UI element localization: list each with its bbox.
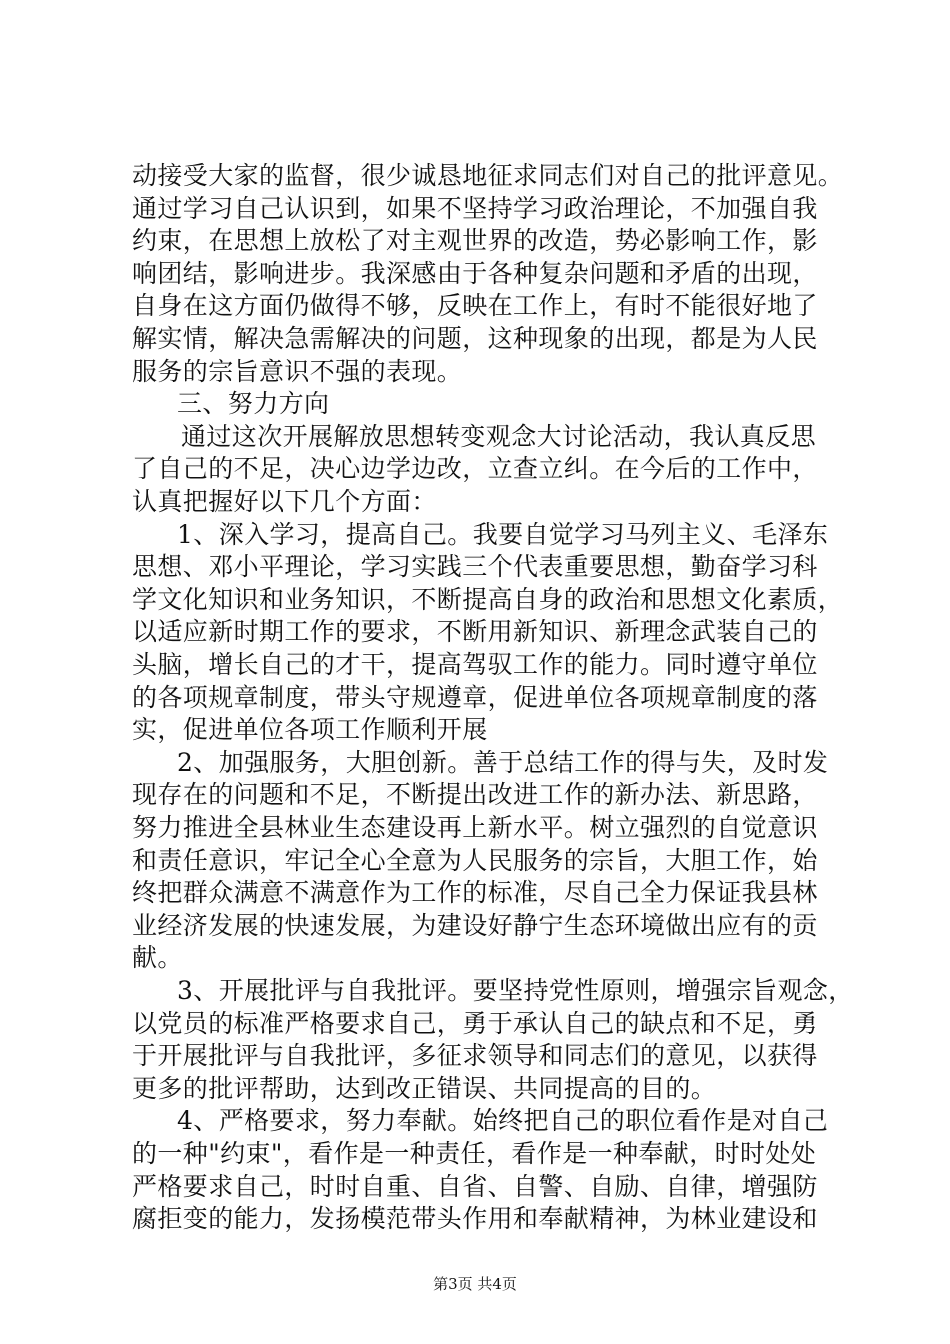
- text-line: 思想、邓小平理论，学习实践三个代表重要思想，勤奋学习科: [132, 552, 818, 582]
- text-line: 于开展批评与自我批评，多征求领导和同志们的意见，以获得: [132, 1041, 818, 1071]
- text-line: 严格要求自己，时时自重、自省、自警、自励、自律，增强防: [132, 1171, 818, 1201]
- text-line: 更多的批评帮助，达到改正错误、共同提高的目的。: [132, 1073, 717, 1103]
- text-line: 3、开展批评与自我批评。要坚持党性原则，增强宗旨观念，: [177, 976, 854, 1005]
- text-line: 认真把握好以下几个方面：: [132, 487, 437, 516]
- text-line: 现存在的问题和不足，不断提出改进工作的新办法、新思路，: [132, 780, 818, 810]
- text-line: 的一种"约束"，看作是一种责任，看作是一种奉献，时时处处: [132, 1139, 817, 1168]
- text-line: 自身在这方面仍做得不够，反映在工作上，有时不能很好地了: [132, 291, 818, 321]
- text-line: 约束，在思想上放松了对主观世界的改造，势必影响工作，影: [132, 226, 818, 256]
- text-line: 终把群众满意不满意作为工作的标准，尽自己全力保证我县林: [132, 878, 818, 908]
- text-line: 响团结，影响进步。我深感由于各种复杂问题和矛盾的出现，: [132, 258, 818, 288]
- text-line: 献。: [132, 943, 183, 973]
- text-line: 了自己的不足，决心边学边改，立查立纠。在今后的工作中，: [132, 454, 818, 484]
- text-line: 的各项规章制度，带头守规遵章，促进单位各项规章制度的落: [132, 682, 818, 712]
- text-line: 和责任意识，牢记全心全意为人民服务的宗旨，大胆工作，始: [132, 845, 818, 875]
- text-line: 2、加强服务，大胆创新。善于总结工作的得与失，及时发: [177, 747, 829, 777]
- text-line: 以适应新时期工作的要求，不断用新知识、新理念武装自己的: [132, 617, 818, 647]
- section-heading: 三、努力方向: [177, 389, 330, 419]
- text-line: 学文化知识和业务知识，不断提高自身的政治和思想文化素质，: [132, 584, 844, 614]
- text-line: 通过学习自己认识到，如果不坚持学习政治理论，不加强自我: [132, 193, 818, 223]
- text-line: 4、严格要求，努力奉献。始终把自己的职位看作是对自己: [177, 1106, 829, 1136]
- text-line: 头脑，增长自己的才干，提高驾驭工作的能力。同时遵守单位: [132, 650, 818, 679]
- text-line: 腐拒变的能力，发扬模范带头作用和奉献精神，为林业建设和: [132, 1204, 818, 1234]
- text-line: 通过这次开展解放思想转变观念大讨论活动，我认真反思: [181, 421, 817, 451]
- text-line: 以党员的标准严格要求自己，勇于承认自己的缺点和不足，勇: [132, 1008, 818, 1038]
- text-line: 服务的宗旨意识不强的表现。: [132, 356, 463, 386]
- text-line: 业经济发展的快速发展，为建设好静宁生态环境做出应有的贡: [132, 910, 818, 940]
- page-footer: 第3页 共4页: [433, 1275, 517, 1293]
- text-line: 1、深入学习，提高自己。我要自觉学习马列主义、毛泽东: [177, 519, 829, 549]
- text-line: 实，促进单位各项工作顺利开展: [132, 715, 488, 745]
- text-line: 努力推进全县林业生态建设再上新水平。树立强烈的自觉意识: [132, 813, 818, 842]
- text-line: 解实情，解决急需解决的问题，这种现象的出现，都是为人民: [132, 324, 818, 353]
- text-line: 动接受大家的监督，很少诚恳地征求同志们对自己的批评意见。: [132, 161, 844, 190]
